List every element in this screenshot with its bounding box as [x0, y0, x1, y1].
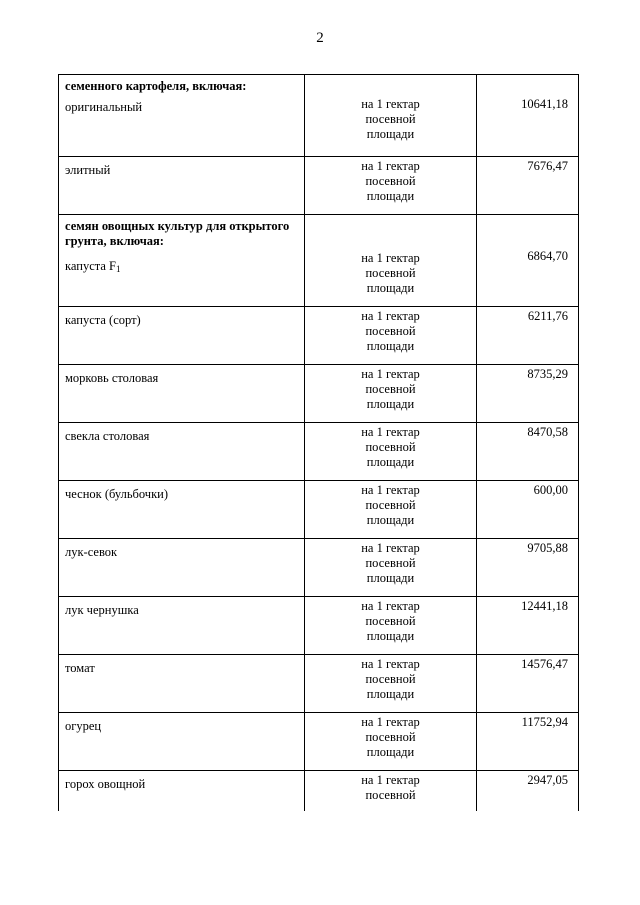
name-cell: [59, 423, 305, 481]
item-name: лук чернушка: [65, 603, 139, 617]
name-cell: [59, 655, 305, 713]
item-name: свекла столовая: [65, 429, 150, 443]
unit-line: на 1 гектар: [361, 159, 420, 173]
unit-line: на 1 гектар: [361, 251, 420, 265]
unit-line: на 1 гектар: [361, 309, 420, 323]
name-cell: [59, 539, 305, 597]
table-row: [59, 307, 579, 365]
item-name: [65, 259, 300, 277]
item-name: огурец: [65, 719, 102, 733]
unit-line: площади: [366, 513, 415, 527]
unit-line: площади: [366, 281, 415, 295]
unit-line: посевной: [365, 324, 416, 338]
name-cell: [59, 597, 305, 655]
tariff-table: [58, 74, 579, 811]
unit-cell: [305, 75, 477, 157]
unit-line: посевной: [365, 112, 416, 126]
unit-line: посевной: [365, 730, 416, 744]
unit-line: на 1 гектар: [361, 715, 420, 729]
name-cell: [59, 771, 305, 811]
name-cell: [59, 307, 305, 365]
unit-cell: [305, 365, 477, 423]
page-number: 2: [316, 30, 324, 46]
item-name: чеснок (бульбочки): [65, 487, 169, 501]
value-cell: 8735,29: [477, 365, 579, 423]
unit-line: на 1 гектар: [361, 425, 420, 439]
unit-line: на 1 гектар: [361, 97, 420, 111]
value-cell: 6211,76: [477, 307, 579, 365]
unit-line: посевной: [365, 672, 416, 686]
table-row: [59, 597, 579, 655]
name-cell: [59, 215, 305, 307]
unit-cell: [305, 597, 477, 655]
unit-line: посевной: [365, 788, 416, 802]
unit-line: площади: [366, 127, 415, 141]
unit-cell: [305, 423, 477, 481]
unit-cell: [305, 539, 477, 597]
value-cell: 11752,94: [477, 713, 579, 771]
item-name-text: капуста F: [65, 259, 116, 273]
table-row: [59, 771, 579, 811]
unit-line: площади: [366, 571, 415, 585]
unit-line: на 1 гектар: [361, 483, 420, 497]
unit-line: посевной: [365, 498, 416, 512]
unit-line: на 1 гектар: [361, 599, 420, 613]
item-name: оригинальный: [65, 100, 143, 114]
table-row: [59, 655, 579, 713]
value-cell: 600,00: [477, 481, 579, 539]
name-cell: [59, 157, 305, 215]
unit-cell: [305, 157, 477, 215]
unit-cell: [305, 307, 477, 365]
item-name: капуста (сорт): [65, 313, 141, 327]
unit-cell: [305, 655, 477, 713]
table-row: [59, 365, 579, 423]
item-name: морковь столовая: [65, 371, 159, 385]
unit-line: посевной: [365, 614, 416, 628]
unit-line: на 1 гектар: [361, 773, 420, 787]
unit-line: на 1 гектар: [361, 367, 420, 381]
unit-line: площади: [366, 189, 415, 203]
value-cell: 14576,47: [477, 655, 579, 713]
unit-cell: [305, 771, 477, 811]
value-cell: 8470,58: [477, 423, 579, 481]
item-name-subscript: 1: [116, 264, 121, 274]
value-cell: 12441,18: [477, 597, 579, 655]
name-cell: [59, 365, 305, 423]
item-name: горох овощной: [65, 777, 146, 791]
unit-line: на 1 гектар: [361, 541, 420, 555]
name-cell: [59, 75, 305, 157]
unit-line: площади: [366, 745, 415, 759]
unit-line: площади: [366, 339, 415, 353]
section-header: семенного картофеля, включая:: [65, 79, 247, 93]
table-row: [59, 481, 579, 539]
table-row: [59, 713, 579, 771]
table-row: [59, 423, 579, 481]
table-row: [59, 157, 579, 215]
unit-line: посевной: [365, 556, 416, 570]
unit-line: площади: [366, 687, 415, 701]
value-cell: 6864,70: [477, 215, 579, 307]
unit-cell: [305, 215, 477, 307]
item-name: лук-севок: [65, 545, 118, 559]
unit-line: площади: [366, 397, 415, 411]
unit-line: посевной: [365, 174, 416, 188]
name-cell: [59, 713, 305, 771]
name-cell: [59, 481, 305, 539]
value-cell: 9705,88: [477, 539, 579, 597]
value-cell: 7676,47: [477, 157, 579, 215]
unit-cell: [305, 713, 477, 771]
unit-line: посевной: [365, 382, 416, 396]
unit-cell: [305, 481, 477, 539]
table-row: [59, 75, 579, 157]
item-name: элитный: [65, 163, 111, 177]
unit-line: посевной: [365, 440, 416, 454]
value-cell: 2947,05: [477, 771, 579, 811]
value-cell: 10641,18: [477, 75, 579, 157]
table-row: [59, 215, 579, 307]
unit-line: площади: [366, 629, 415, 643]
unit-line: посевной: [365, 266, 416, 280]
item-name: томат: [65, 661, 95, 675]
unit-line: на 1 гектар: [361, 657, 420, 671]
table-row: [59, 539, 579, 597]
unit-line: площади: [366, 455, 415, 469]
section-header: семян овощных культур для открытого грунта, включая:: [65, 219, 290, 248]
